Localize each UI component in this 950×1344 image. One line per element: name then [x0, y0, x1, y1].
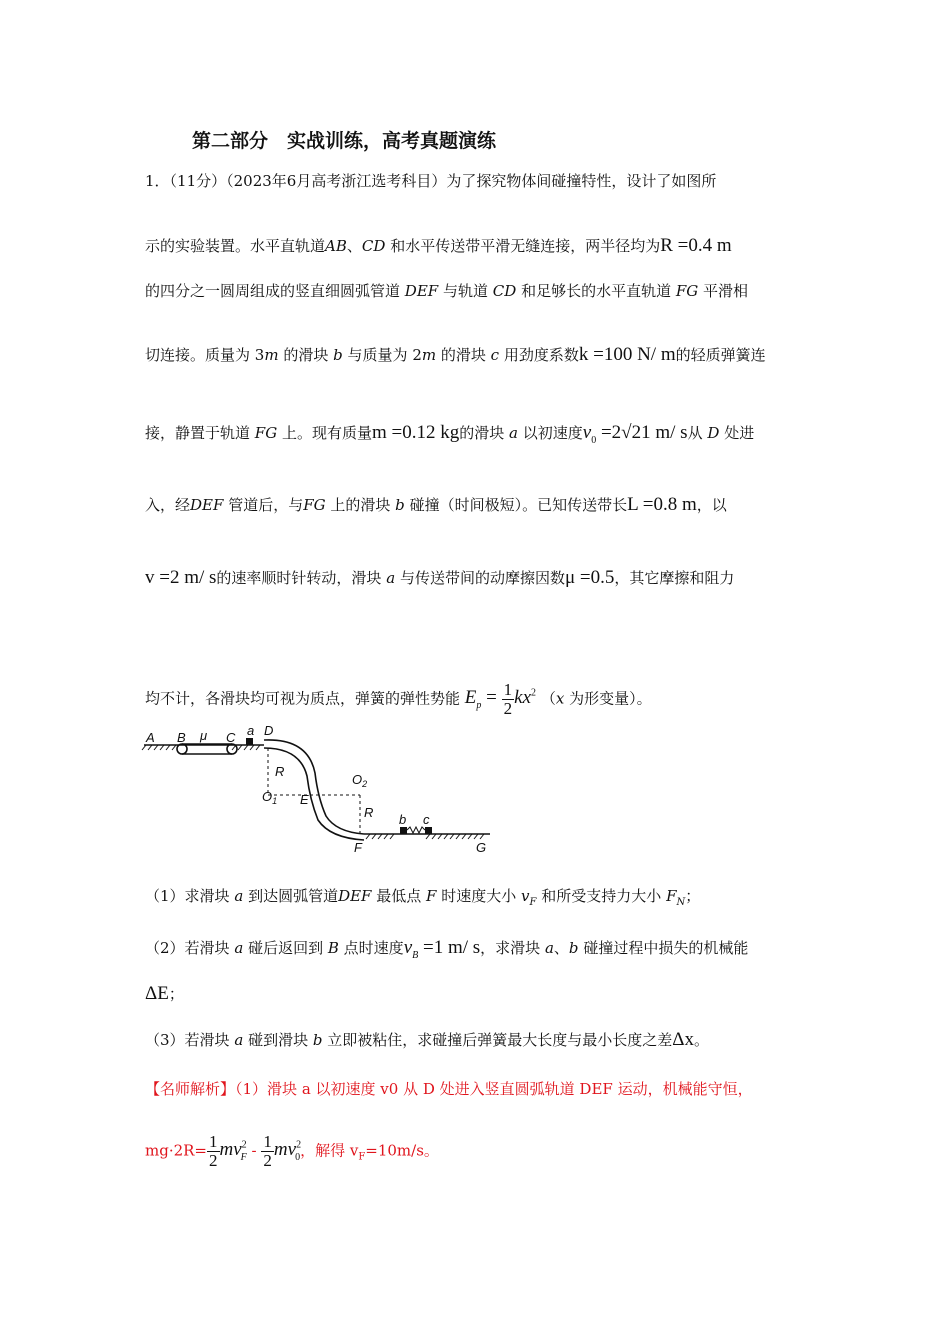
slider-b	[400, 827, 407, 834]
belt-length-equation: L =0.8 m	[627, 494, 697, 515]
label-A: A	[146, 730, 155, 745]
question-line-5: 接，静置于轨道 FG 上。现有质量m =0.12 kg的滑块 a 以初速度$v_0 =2√21$ m/ s从 D 处进	[145, 422, 755, 446]
slider-a	[246, 738, 253, 745]
question-line-1: 1．（11分）（2023年6月高考浙江选考科目）为了探究物体间碰撞特性，设计了如图所	[145, 172, 717, 190]
analysis-tag: 【名师解析】	[145, 1080, 236, 1098]
spring-constant-equation: k =100 N/ m	[578, 344, 676, 365]
question-line-2: 示的实验装置。水平直轨道AB、CD 和水平传送带平滑无缝连接，两半径均为R =0.4 m	[145, 235, 732, 256]
question-line-3: 的四分之一圆周组成的竖直细圆弧管道 DEF 与轨道 CD 和足够长的水平直轨道 FG 平滑相	[145, 282, 749, 300]
radius-equation: R =0.4 m	[660, 235, 732, 256]
label-R2: R	[364, 805, 374, 820]
initial-velocity-equation: =2√21 m/ s	[600, 422, 688, 443]
sub-question-2: （2）若滑块 a 碰后返回到 B 点时速度$v_B =1$ m/ s，求滑块 a、b 碰撞过程中损失的机械能	[145, 937, 749, 961]
friction-coefficient-equation: μ =0.5	[564, 567, 615, 588]
sub-question-2-cont: ΔE；	[145, 983, 184, 1004]
question-line-7: v =2 m/ s的速率顺时针转动，滑块 a 与传送带间的动摩擦因数μ =0.5，其它摩擦和阻力	[145, 567, 735, 588]
question-line-8: 均不计，各滑块均可视为质点，弹簧的弹性势能 $E_p$ = $\frac{1}{2}$ $kx^2$ （x 为形变量）。	[145, 679, 652, 718]
label-C: C	[226, 730, 236, 745]
label-O1: $O_1$	[262, 789, 278, 806]
label-b: b	[399, 812, 407, 827]
label-B: B	[177, 730, 186, 745]
analysis-line-2: mg·2R= $\frac{1}{2}$ $mv^2_F$ - $\frac{1}{2}$ $mv^2_0$，解得 $v_F=10m/s$。	[145, 1131, 439, 1170]
label-E: E	[300, 792, 309, 807]
elastic-energy-formula: $E_p$ =	[464, 687, 497, 712]
belt-speed-equation: v =2 m/ s	[145, 567, 217, 588]
section-title: 第二部分 实战训练，高考真题演练	[192, 130, 497, 152]
label-a: a	[247, 723, 255, 738]
energy-loss-symbol: ΔE	[145, 983, 169, 1004]
analysis-line-1: 【名师解析】（1）滑块 a 以初速度 v0 从 D 处进入竖直圆弧轨道 DEF 运动，机械能守恒，	[145, 1080, 753, 1098]
slider-c	[425, 827, 432, 834]
label-c: c	[423, 812, 430, 827]
delta-x-symbol: Δx	[672, 1029, 694, 1050]
label-F: F	[354, 840, 362, 855]
label-mu: μ	[200, 728, 208, 743]
label-D: D	[264, 723, 274, 738]
apparatus-diagram	[140, 718, 500, 858]
label-R1: R	[275, 764, 285, 779]
label-G: G	[476, 840, 487, 855]
return-velocity-equation: =1 m/ s	[422, 937, 481, 958]
question-line-4: 切连接。质量为 3m 的滑块 b 与质量为 2m 的滑块 c 用劲度系数k =100 N/ m的轻质弹簧连	[145, 344, 766, 365]
sub-question-3: （3）若滑块 a 碰到滑块 b 立即被粘住，求碰撞后弹簧最大长度与最小长度之差Δx。	[145, 1029, 709, 1050]
sub-question-1: （1）求滑块 a 到达圆弧管道DEF 最低点 F 时速度大小 $v_F$ 和所受支持力大小 $F_N$；	[145, 887, 701, 908]
question-line-6: 入，经DEF 管道后，与FG 上的滑块 b 碰撞（时间极短）。已知传送带长L =0.8 m，以	[145, 494, 727, 515]
mass-equation: m =0.12 kg	[371, 422, 460, 443]
label-O2: $O_2$	[352, 772, 368, 789]
